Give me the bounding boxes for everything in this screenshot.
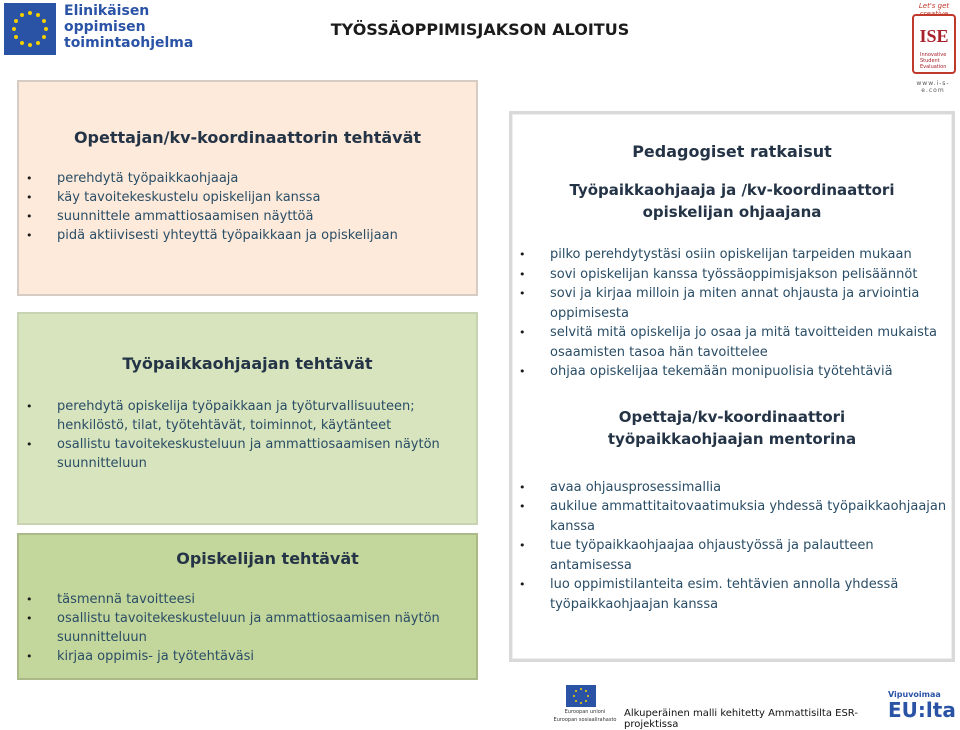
list-item-text: avaa ohjausprosessimallia: [550, 479, 722, 495]
bullet-icon: •: [519, 480, 526, 494]
list-item: [512, 245, 952, 265]
bullet-icon: •: [519, 267, 526, 281]
list-item: [512, 575, 952, 614]
teacher-as-mentor-list: [512, 478, 952, 615]
footer-credit: Alkuperäinen malli kehitetty Ammattisilta ESR-projektissa: [624, 708, 858, 730]
list-item: [19, 397, 476, 435]
list-item-text: tue työpaikkaohjaajaa ohjaustyössä ja palautteen antamisessa: [550, 538, 874, 573]
vipu-line-2: EU:lta: [888, 698, 956, 722]
list-item-text: käy tavoitekeskustelu opiskelijan kanssa: [57, 190, 321, 205]
eu-flag-icon: [4, 3, 56, 55]
workplace-supervisor-tasks-title: Työpaikkaohjaajan tehtävät: [122, 354, 373, 373]
list-item-text: suunnittele ammattiosaamisen näyttöä: [57, 209, 314, 224]
eu-lifelong-learning-logo: [4, 3, 194, 57]
supervisor-as-guide-list: [512, 245, 952, 382]
bullet-icon: •: [519, 287, 526, 300]
bullet-icon: •: [26, 210, 33, 223]
ise-logo-subtitle: Innovative Student Evaluation: [920, 52, 947, 70]
list-item: [512, 362, 952, 382]
vipuvoimaa-logo: [888, 690, 956, 721]
bullet-icon: •: [519, 365, 526, 378]
bullet-icon: •: [519, 326, 526, 339]
eu-caption-2: Euroopan sosiaalirahasto: [553, 717, 617, 723]
bullet-icon: •: [519, 578, 526, 591]
supervisor-as-guide-title: Työpaikkaohjaaja ja /kv-koordinaattori opiskelijan ohjaajana: [569, 181, 895, 221]
list-item-text: kirjaa oppimis- ja työtehtäväsi: [57, 649, 254, 664]
list-item: [512, 536, 952, 575]
pedagogical-solutions-title: Pedagogiset ratkaisut: [632, 142, 832, 161]
teacher-as-mentor-title: Opettaja/kv-koordinaattori työpaikkaohjaajan mentorina: [607, 407, 857, 448]
list-item: [512, 265, 952, 285]
list-item: [19, 188, 476, 207]
list-item-text: täsmennä tavoitteesi: [57, 592, 195, 607]
bullet-icon: •: [519, 248, 526, 261]
teacher-tasks-title: Opettajan/kv-koordinaattorin tehtävät: [73, 128, 422, 147]
ise-url: www.i-s-e.com: [916, 80, 950, 94]
bullet-icon: •: [26, 612, 33, 625]
bullet-icon: •: [26, 191, 33, 204]
list-item-text: osallistu tavoitekeskusteluun ja ammattiosaamisen näytön suunnitteluun: [57, 437, 440, 471]
list-item-text: aukilue ammattitaitovaatimuksia yhdessä työpaikkaohjaajan kanssa: [550, 499, 947, 534]
list-item-text: luo oppimistilanteita esim. tehtävien annolla yhdessä työpaikkaohjaajan kanssa: [550, 577, 899, 612]
list-item-text: sovi opiskelijan kanssa työssäoppimisjakson pelisäännöt: [550, 266, 918, 282]
bullet-icon: •: [519, 500, 526, 513]
list-item: [19, 226, 476, 245]
list-item-text: sovi ja kirjaa milloin ja miten annat ohjausta ja arviointia oppimisesta: [550, 286, 920, 321]
student-tasks-list: [19, 590, 476, 666]
list-item: [19, 590, 476, 609]
workplace-supervisor-tasks-box: [17, 312, 478, 525]
ise-logo: [912, 14, 956, 74]
student-tasks-title: Opiskelijan tehtävät: [176, 549, 359, 568]
page-title: TYÖSSÄOPPIMISJAKSON ALOITUS: [330, 20, 630, 39]
student-tasks-box: [17, 533, 478, 680]
list-item: [512, 284, 952, 323]
eu-logo-text: [64, 3, 194, 51]
ise-logo-word: ISE: [919, 26, 949, 46]
eu-logo-line-2: oppimisen: [64, 19, 146, 35]
pedagogical-solutions-box: [509, 111, 955, 662]
list-item-text: perehdytä opiskelija työpaikkaan ja työturvallisuuteen; henkilöstö, tilat, työtehtävät, toiminnot, käytänteet: [57, 399, 415, 433]
list-item: [19, 435, 476, 473]
list-item: [512, 497, 952, 536]
bullet-icon: •: [26, 172, 33, 185]
eu-esf-logo: [552, 685, 618, 723]
list-item-text: selvitä mitä opiskelija jo osaa ja mitä tavoitteiden mukaista osaamisten tasoa hän tavoittelee: [550, 325, 937, 360]
workplace-supervisor-tasks-list: [19, 397, 476, 473]
list-item: [19, 647, 476, 666]
ise-tagline: Let's get creative: [918, 2, 950, 18]
eu-flag-icon: [566, 685, 596, 707]
list-item-text: pidä aktiivisesti yhteyttä työpaikkaan ja opiskelijaan: [57, 228, 398, 243]
eu-caption-1: Euroopan unioni: [564, 709, 606, 715]
bullet-icon: •: [519, 539, 526, 552]
list-item-text: ohjaa opiskelijaa tekemään monipuolisia työtehtäviä: [550, 364, 893, 379]
list-item-text: pilko perehdytystäsi osiin opiskelijan tarpeiden mukaan: [550, 247, 912, 262]
list-item: [512, 323, 952, 362]
list-item: [19, 169, 476, 188]
eu-logo-line-1: Elinikäisen: [64, 3, 150, 19]
bullet-icon: •: [26, 593, 33, 606]
list-item-text: perehdytä työpaikkaohjaaja: [57, 171, 239, 186]
bullet-icon: •: [26, 438, 33, 451]
bullet-icon: •: [26, 650, 33, 663]
list-item: [19, 207, 476, 226]
bullet-icon: •: [26, 229, 33, 242]
teacher-tasks-box: [17, 80, 478, 296]
list-item-text: osallistu tavoitekeskusteluun ja ammattiosaamisen näytön suunnitteluun: [57, 611, 440, 645]
eu-logo-line-3: toimintaohjelma: [64, 35, 194, 51]
bullet-icon: •: [26, 400, 33, 413]
list-item: [19, 609, 476, 647]
vipu-line-1: Vipuvoimaa: [888, 690, 941, 699]
teacher-tasks-list: [19, 169, 476, 245]
list-item: [512, 478, 952, 498]
